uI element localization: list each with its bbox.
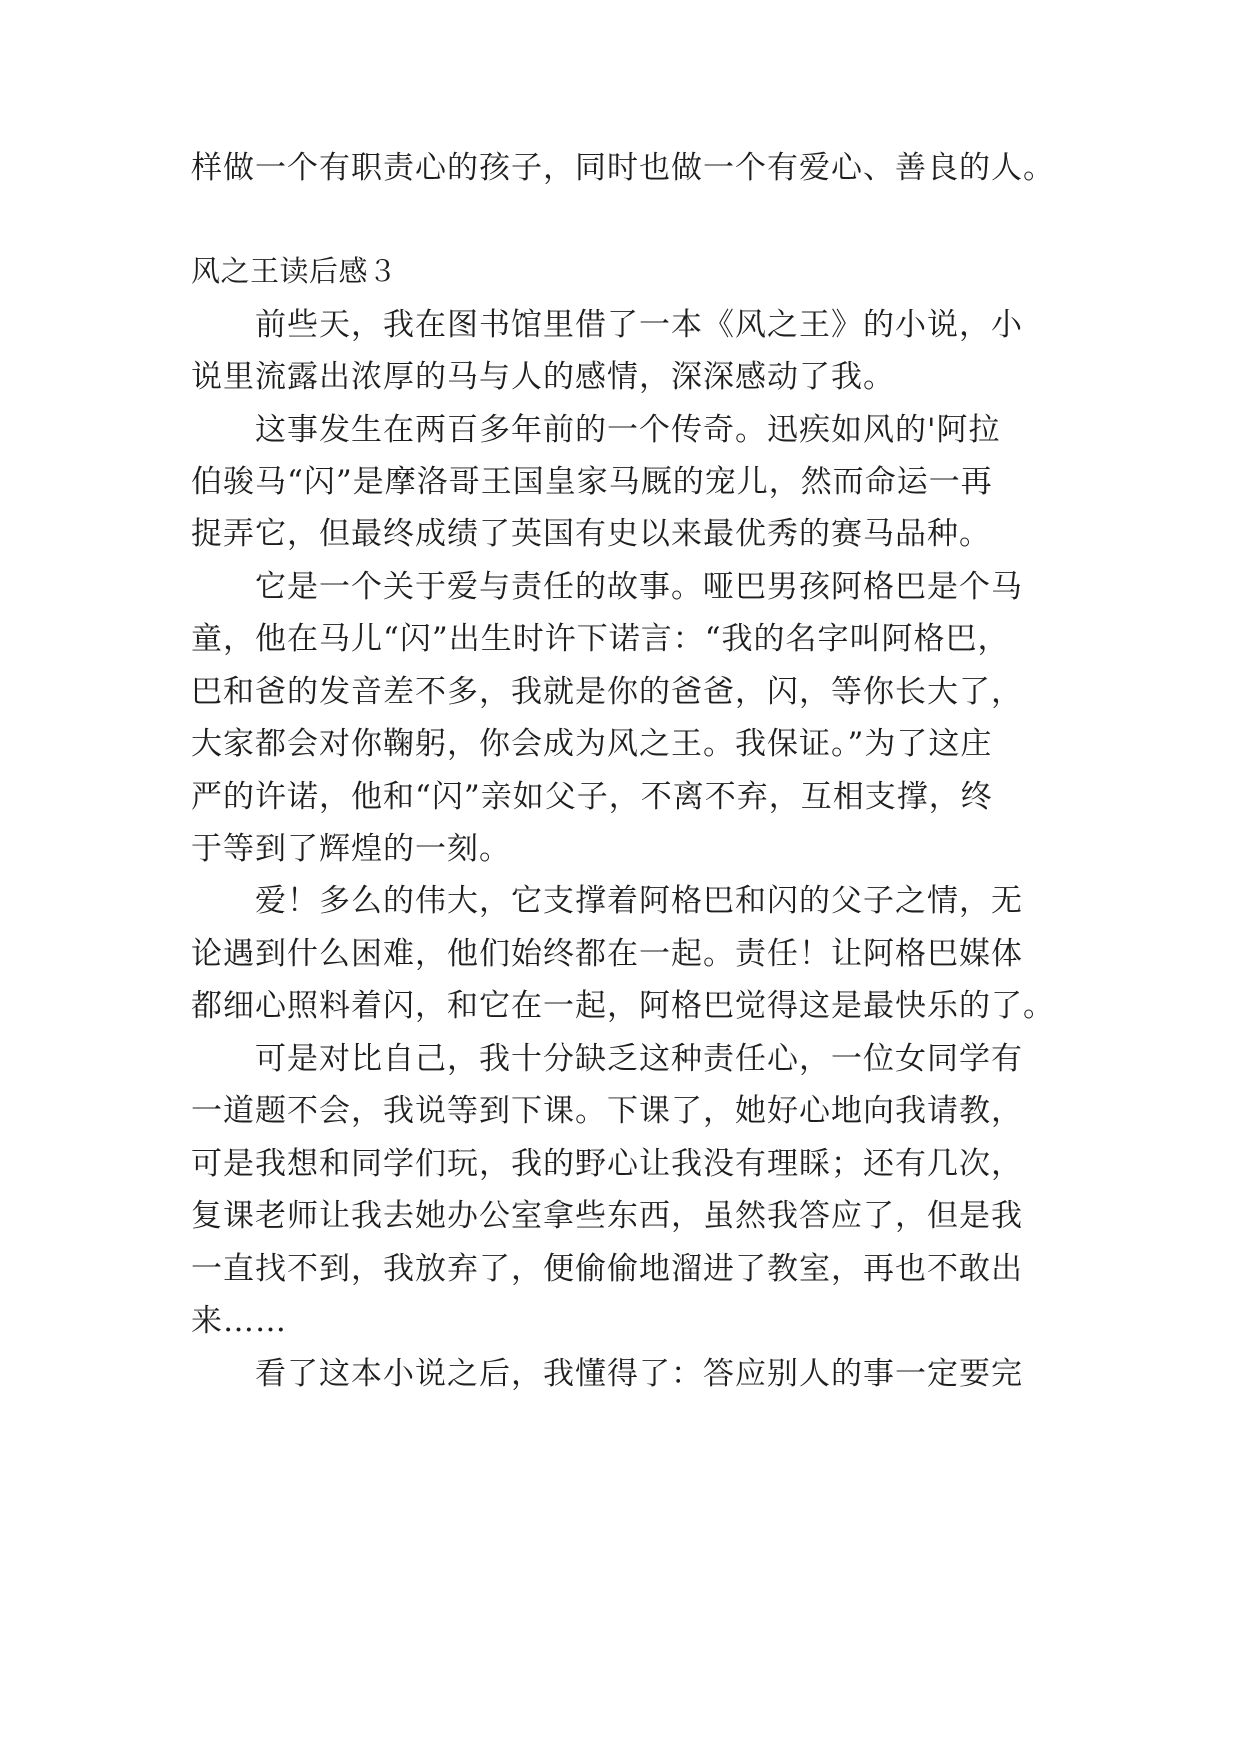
paragraph-line: 巴和爸的发音差不多，我就是你的爸爸，闪，等你长大了， <box>191 674 1023 710</box>
paragraph-line: 童，他在马儿“闪”出生时许下诺言：“我的名字叫阿格巴， <box>191 621 1010 657</box>
paragraph-line: 这事发生在两百多年前的一个传奇。迅疾如风的'阿拉 <box>255 412 1001 448</box>
paragraph-line: 它是一个关于爱与责任的故事。哑巴男孩阿格巴是个马 <box>255 569 1023 605</box>
paragraph-line: 于等到了辉煌的一刻。 <box>191 831 511 867</box>
paragraph-line: 看了这本小说之后，我懂得了：答应别人的事一定要完 <box>255 1356 1023 1392</box>
paragraph-line: 可是对比自己，我十分缺乏这种责任心，一位女同学有 <box>255 1041 1023 1077</box>
paragraph-line: 样做一个有职责心的孩子，同时也做一个有爱心、善良的人。 <box>191 150 1055 186</box>
paragraph-line: 爱！多么的伟大，它支撑着阿格巴和闪的父子之情，无 <box>255 883 1023 919</box>
paragraph-line: 都细心照料着闪，和它在一起，阿格巴觉得这是最快乐的了。 <box>191 988 1055 1024</box>
paragraph-line: 论遇到什么困难，他们始终都在一起。责任！让阿格巴媒体 <box>191 936 1023 972</box>
paragraph-line: 伯骏马“闪”是摩洛哥王国皇家马厩的宠儿，然而命运一再 <box>191 464 993 500</box>
paragraph-line: 可是我想和同学们玩，我的野心让我没有理睬；还有几次， <box>191 1146 1023 1182</box>
paragraph-line: 大家都会对你鞠躬，你会成为风之王。我保证。”为了这庄 <box>191 726 993 762</box>
paragraph-line: 一道题不会，我说等到下课。下课了，她好心地向我请教， <box>191 1093 1023 1129</box>
paragraph-line: 复课老师让我去她办公室拿些东西，虽然我答应了，但是我 <box>191 1198 1023 1234</box>
paragraph-line: 捉弄它，但最终成绩了英国有史以来最优秀的赛马品种。 <box>191 516 991 552</box>
paragraph-line: 前些天，我在图书馆里借了一本《风之王》的小说，小 <box>255 307 1023 343</box>
paragraph-line: 说里流露出浓厚的马与人的感情，深深感动了我。 <box>191 359 895 395</box>
paragraph-line: 来…… <box>191 1303 287 1339</box>
section-title: 风之王读后感３ <box>191 254 398 288</box>
paragraph-line: 严的许诺，他和“闪”亲如父子，不离不弃，互相支撑，终 <box>191 779 993 815</box>
paragraph-line: 一直找不到，我放弃了，便偷偷地溜进了教室，再也不敢出 <box>191 1251 1023 1287</box>
